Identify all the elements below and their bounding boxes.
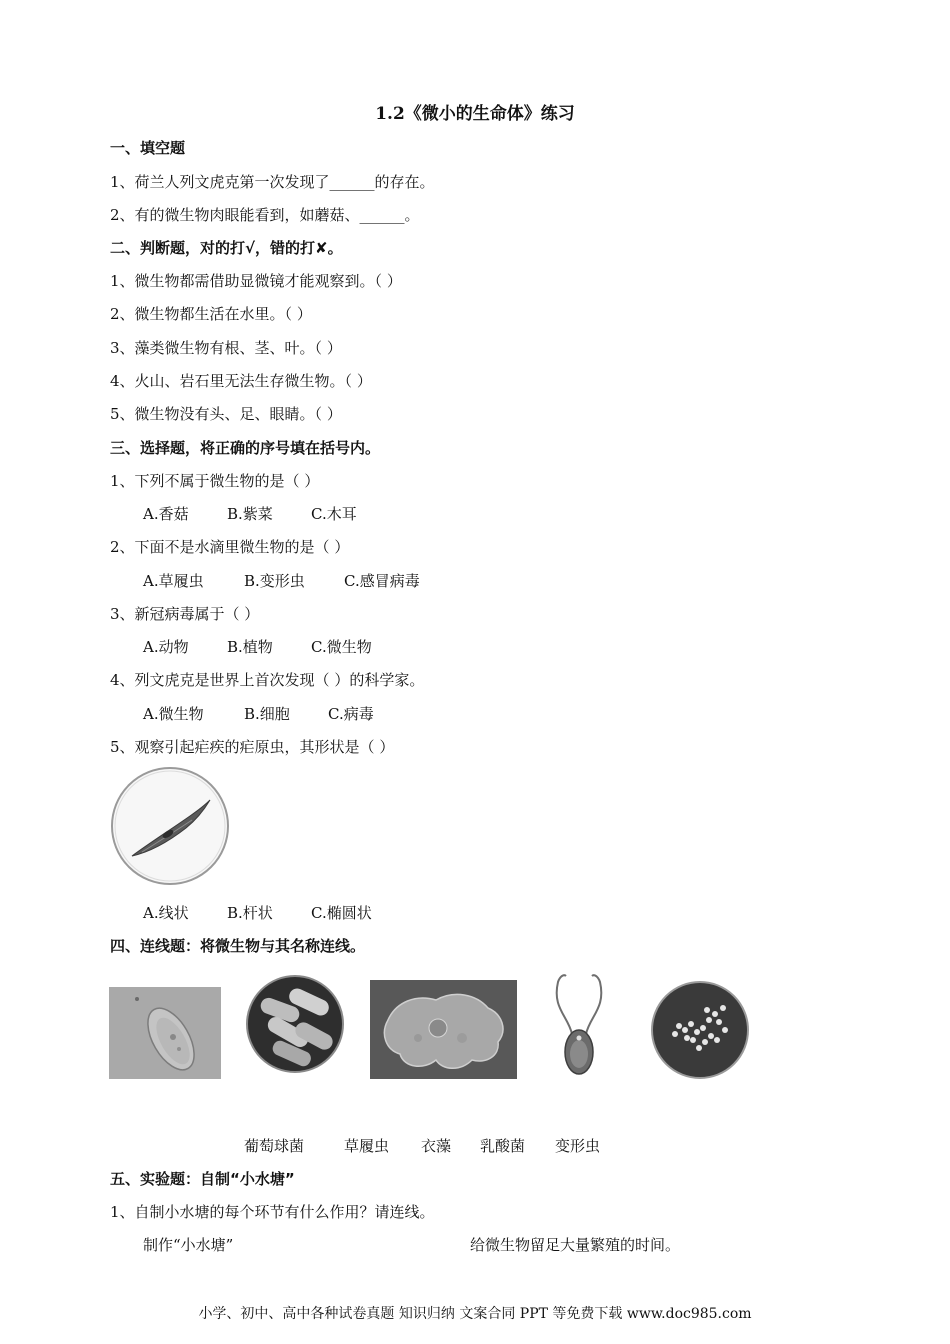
amoeba-image xyxy=(370,980,517,1079)
s2-item-1: 1、微生物都需借助显微镜才能观察到。（ ） xyxy=(110,272,402,290)
name-amoeba: 变形虫 xyxy=(555,1137,601,1155)
section-5-heading: 五、实验题：自制“小水塘” xyxy=(110,1170,295,1188)
name-chlamydomonas: 衣藻 xyxy=(421,1137,452,1155)
s5-right-item: 给微生物留足大量繁殖的时间。 xyxy=(470,1236,681,1254)
s3-q2-option-a: A.草履虫 xyxy=(143,572,204,590)
s2-item-5: 5、微生物没有头、足、眼睛。（ ） xyxy=(110,405,342,423)
s3-q4-option-c: C.病毒 xyxy=(328,705,374,723)
s5-question-1: 1、自制小水塘的每个环节有什么作用？请连线。 xyxy=(110,1203,435,1221)
s3-q5-option-c: C.椭圆状 xyxy=(311,904,372,922)
s3-q4-option-b: B.细胞 xyxy=(244,705,290,723)
s3-q3-option-b: B.植物 xyxy=(227,638,273,656)
s3-q3-option-a: A.动物 xyxy=(143,638,189,656)
section-2-heading: 二、判断题，对的打√，错的打✘。 xyxy=(110,239,343,257)
s3-q4-option-a: A.微生物 xyxy=(143,705,204,723)
s3-q2-option-c: C.感冒病毒 xyxy=(344,572,420,590)
s3-question-4: 4、列文虎克是世界上首次发现（ ）的科学家。 xyxy=(110,671,425,689)
staphylococcus-image xyxy=(649,980,751,1080)
name-lactobacillus: 乳酸菌 xyxy=(480,1137,526,1155)
s5-left-item: 制作“小水塘” xyxy=(143,1236,234,1254)
s3-question-2: 2、下面不是水滴里微生物的是（ ） xyxy=(110,538,350,556)
plasmodium-image xyxy=(108,764,234,890)
paramecium-image xyxy=(109,987,221,1079)
s3-q5-option-a: A.线状 xyxy=(143,904,189,922)
name-staphylococcus: 葡萄球菌 xyxy=(244,1137,305,1155)
s1-question-2: 2、有的微生物肉眼能看到，如蘑菇、______。 xyxy=(110,206,420,224)
s3-q5-option-b: B.杆状 xyxy=(227,904,273,922)
s2-item-4: 4、火山、岩石里无法生存微生物。（ ） xyxy=(110,372,372,390)
s3-question-1: 1、下列不属于微生物的是（ ） xyxy=(110,472,320,490)
s3-q1-option-b: B.紫菜 xyxy=(227,505,273,523)
section-4-heading: 四、连线题：将微生物与其名称连线。 xyxy=(110,937,366,955)
chlamydomonas-image xyxy=(548,972,610,1078)
page-footer: 小学、初中、高中各种试卷真题 知识归纳 文案合同 PPT 等免费下载 www.doc985.com xyxy=(198,1306,752,1322)
s2-item-2: 2、微生物都生活在水里。（ ） xyxy=(110,305,312,323)
name-paramecium: 草履虫 xyxy=(344,1137,390,1155)
s3-q3-option-c: C.微生物 xyxy=(311,638,372,656)
s2-item-3: 3、藻类微生物有根、茎、叶。（ ） xyxy=(110,339,342,357)
s3-q1-option-c: C.木耳 xyxy=(311,505,357,523)
s3-question-5: 5、观察引起疟疾的疟原虫，其形状是（ ） xyxy=(110,738,395,756)
lactobacillus-image xyxy=(246,972,344,1076)
s1-question-1: 1、荷兰人列文虎克第一次发现了______的存在。 xyxy=(110,173,435,191)
s3-question-3: 3、新冠病毒属于（ ） xyxy=(110,605,260,623)
s3-q2-option-b: B.变形虫 xyxy=(244,572,305,590)
section-1-heading: 一、填空题 xyxy=(110,139,186,157)
s3-q1-option-a: A.香菇 xyxy=(143,505,189,523)
page-title: 1.2《微小的生命体》练习 xyxy=(375,104,575,124)
section-3-heading: 三、选择题，将正确的序号填在括号内。 xyxy=(110,439,381,457)
